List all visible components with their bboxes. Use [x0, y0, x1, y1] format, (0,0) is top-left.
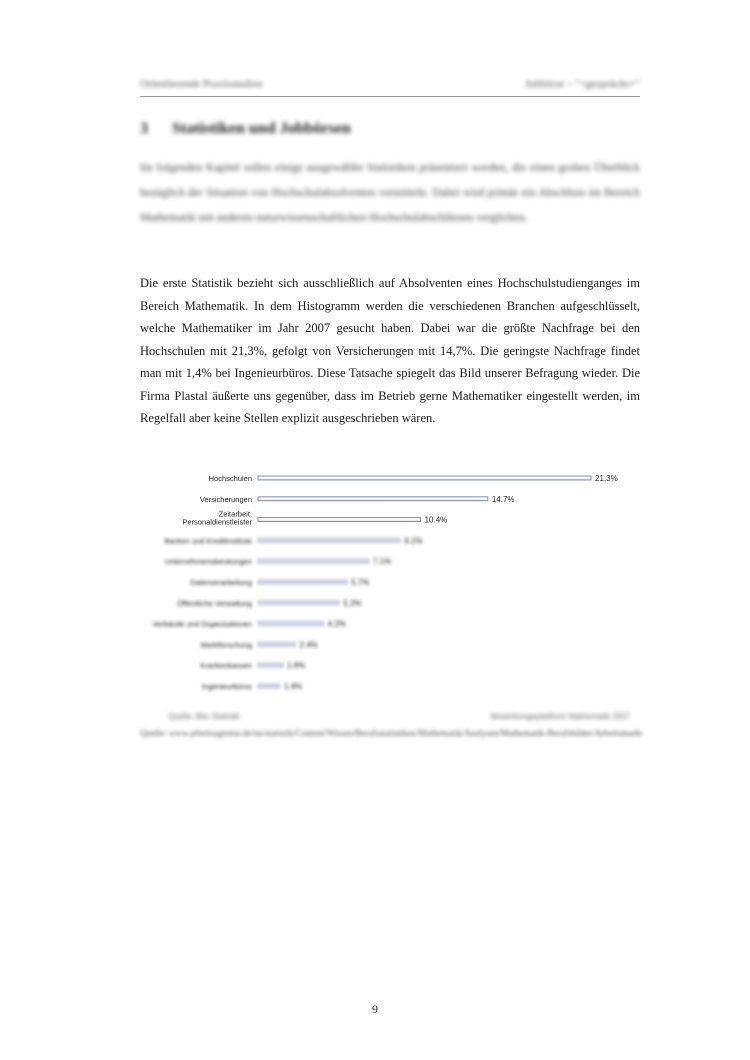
- value-label: 5.2%: [343, 598, 362, 608]
- bar: [258, 559, 369, 563]
- category-label: Datenverarbeitung: [190, 578, 252, 587]
- category-label: Unternehmensberatungen: [164, 557, 252, 567]
- intro-paragraph: Im folgenden Kapitel sollen einige ausgewählte Statistiken präsentiert werden, die einen groben Überblick bezüglich der Situation von Hochschulabsolventen vermitteln. Dabei wird primär ein Abschluss im Bereich Mathematik mit anderen naturwissenschaftlichen Hochschulabschlüssen verglichen.: [140, 162, 640, 224]
- bar-group: [200, 640, 317, 649]
- category-label: Marktforschung: [200, 640, 252, 650]
- bar: [258, 518, 421, 522]
- bar: [258, 497, 488, 501]
- value-label: 21.3%: [595, 474, 618, 483]
- value-label: 1.6%: [287, 661, 306, 671]
- industry-bar-chart: [140, 462, 640, 712]
- bar-group: [152, 620, 346, 629]
- bar: [258, 622, 324, 626]
- category-label: Ingenieurbüros: [201, 682, 252, 691]
- running-header: [140, 78, 640, 94]
- category-label: Personaldienstleister: [182, 517, 252, 527]
- category-label: Krankenkassen: [200, 661, 252, 671]
- header-right: Jobbörse – "+gesprächs+": [525, 78, 640, 90]
- chart-footer: [140, 712, 640, 724]
- bar: [258, 538, 400, 542]
- value-label: 5.7%: [351, 578, 370, 587]
- body-paragraph: Die erste Statistik bezieht sich ausschließlich auf Absolventen eines Hochschulstudienganges im Bereich Mathematik. In dem Histogramm werden die verschiedenen Branchen aufgeschlüsselt, welche Mathematiker im Jahr 2007 gesucht haben. Dabei war die größte Nachfrage bei den Hochschulen mit 21,3%, gefolgt von Versicherungen mit 14,7%. Die geringste Nachfrage findet man mit 1,4% bei Ingenieurbüros. Diese Tatsache spiegelt das Bild unserer Befragung wieder. Die Firma Plastal äußerte uns gegenüber, dass im Betrieb gerne Mathematiker eingestellt werden, im Regelfall aber keine Stellen explizit ausgeschrieben wären.: [140, 276, 640, 425]
- header-rule: [140, 96, 640, 97]
- bar-group: [182, 510, 447, 527]
- bar-group: [190, 578, 369, 587]
- bar: [258, 580, 347, 584]
- value-label: 1.4%: [283, 682, 303, 691]
- bar-group: [177, 599, 361, 608]
- value-label: 14.7%: [491, 494, 515, 504]
- chart-footer-left: Quelle: Bite Statistik: [168, 712, 240, 721]
- bar: [258, 601, 339, 605]
- value-label: 7.1%: [373, 557, 392, 567]
- chart-footer-right: Bewerbungsplattform Mathematik 2007: [490, 712, 630, 721]
- category-label: Zeitarbeit,: [218, 509, 252, 519]
- section-number: 3: [140, 120, 148, 137]
- section-heading: [140, 120, 351, 138]
- value-label: 10.4%: [424, 515, 448, 525]
- section-title: Statistiken und Jobbörsen: [172, 120, 351, 137]
- bar: [258, 684, 280, 688]
- category-label: Banken und Kreditinstitute: [164, 536, 252, 546]
- bar: [258, 476, 591, 480]
- bar-group: [200, 661, 305, 670]
- source-line: Quelle: www.arbeitsagentur.de/nn/statistik/Content/Wissen/Berufsstatistiken/Mathematik/Analysen/Mathematik-Berufsbilder/Arbeitsmarkt: [140, 728, 643, 738]
- value-label: 4.2%: [327, 619, 346, 629]
- bar: [258, 642, 296, 646]
- bar-group: [209, 474, 618, 483]
- chart-svg: [140, 462, 640, 712]
- category-label: Hochschulen: [208, 474, 252, 483]
- bar-group: [164, 536, 422, 545]
- category-label: Öffentliche Verwaltung: [177, 598, 252, 608]
- bar: [258, 663, 283, 667]
- bar-group: [165, 557, 391, 566]
- header-left: Orientierende Praxisstudien: [140, 78, 263, 90]
- category-label: Verbände und Organisationen: [152, 619, 252, 629]
- category-label: Versicherungen: [199, 494, 252, 504]
- bar-group: [200, 495, 515, 504]
- value-label: 2.4%: [299, 640, 318, 650]
- value-label: 9.1%: [404, 536, 423, 546]
- page-number: 9: [372, 1002, 378, 1016]
- bar-group: [202, 682, 302, 691]
